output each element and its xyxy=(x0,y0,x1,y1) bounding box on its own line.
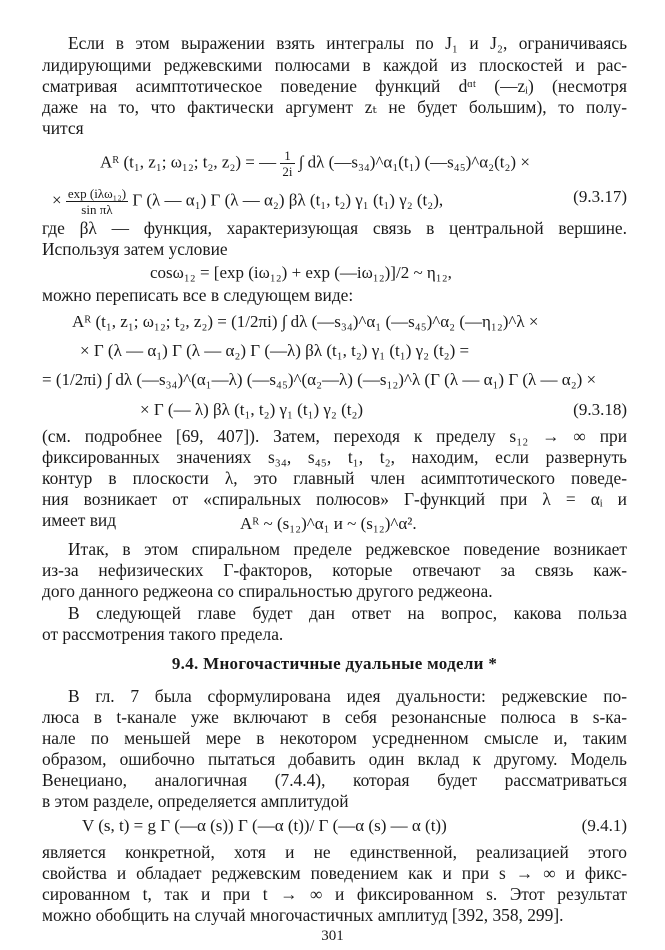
equation-9-3-17-line-1: Aᴿ (t₁, z₁; ω₁₂; t₂, z₂) = — $\frac{1}{2i}$ ∫ dλ (—s₃₄)^α₁(t₁) (—s₄₅)^α₂(t₂) × xyxy=(100,148,530,179)
text-line: в этом разделе, определяется амплитудой xyxy=(42,791,349,811)
text-line: Используя затем условие xyxy=(42,239,228,259)
equation-9-3-18-line-2: × Γ (λ — α₁) Γ (λ — α₂) Γ (—λ) βλ (t₁, t₂) γ₁ (t₁) γ₂ (t₂) = xyxy=(80,341,470,360)
text-line: Венециано, аналогичная (7.4.4), которая будет рассматриваться xyxy=(42,770,627,790)
equation-9-3-18-line-3: = (1/2πi) ∫ dλ (—s₃₄)^(α₁—λ) (—s₄₅)^(α₂—λ) (—s₁₂)^λ (Γ (λ — α₁) Γ (λ — α₂) × xyxy=(42,370,597,389)
equation-9-3-18-line-4: × Γ (— λ) βλ (t₁, t₂) γ₁ (t₁) γ₂ (t₂) xyxy=(140,400,364,419)
text-line: ния возникает от «спиральных полюсов» Г-функций при λ = αᵢ и xyxy=(42,489,627,509)
text-line: где βλ — функция, характеризующая связь в центральной вершине. xyxy=(42,218,627,238)
section-heading: 9.4. Многочастичные дуальные модели * xyxy=(171,654,498,673)
text-line: от рассмотрения такого предела. xyxy=(42,624,284,644)
text-line: образом, ошибочно пытаться добавить один вклад к другому. Модель xyxy=(42,749,627,769)
equation-number: (9.4.1) xyxy=(581,816,627,835)
text-line: лидирующими реджевскими полюсами в каждой из плоскостей и рас- xyxy=(42,55,627,75)
text-line: контур в плоскости λ, это главный член асимптотического поведе- xyxy=(42,468,627,488)
fraction: $\frac{\text{exp (iλω₁₂)}}{\text{sin πλ}}$ xyxy=(67,186,127,217)
text-line: фиксированных значениях s₃₄, s₄₅, t₁, t₂, находим, если развернуть xyxy=(42,447,627,467)
text-line: можно обобщить на случай многочастичных амплитуд [392, 358, 299]. xyxy=(42,905,564,925)
text-line: даже на то, что фактически аргумент zₜ не будет большим), то полу- xyxy=(42,97,627,117)
text-line: Итак, в этом спиральном пределе реджевское поведение возникает xyxy=(68,539,627,559)
text-line: имеет вид xyxy=(42,510,117,530)
equation-cos: cosω₁₂ = [exp (iω₁₂) + exp (—iω₁₂)]/2 ~ η₁₂, xyxy=(150,263,452,282)
text-line: нале по меньшей мере в некотором усредненном смысле и, таким xyxy=(42,728,627,748)
equation-9-3-18-line-1: Aᴿ (t₁, z₁; ω₁₂; t₂, z₂) = (1/2πi) ∫ dλ (—s₃₄)^α₁ (—s₄₅)^α₂ (—η₁₂)^λ × xyxy=(72,312,539,331)
text-line: дого данного реджеона со спиральностью другого реджеона. xyxy=(42,581,493,601)
equation-number: (9.3.17) xyxy=(573,187,627,206)
text-line: В гл. 7 была сформулирована идея дуальности: реджевские по- xyxy=(68,686,627,706)
text-line: сированном t, так и при t → ∞ и фиксированном s. Этот результат xyxy=(42,884,627,904)
equation-9-4-1: V (s, t) = g Γ (—α (s)) Γ (—α (t))/ Γ (—α (s) — α (t)) xyxy=(82,816,447,835)
page-number: 301 xyxy=(321,928,344,944)
equation-asymptotic: Aᴿ ~ (s₁₂)^α₁ и ~ (s₁₂)^α². xyxy=(240,514,417,533)
text-line: можно переписать все в следующем виде: xyxy=(42,285,354,305)
text-line: люса в t-канале уже включают в себя резонансные полюса в s-ка- xyxy=(42,707,627,727)
equation-number: (9.3.18) xyxy=(573,400,627,419)
equation-9-3-17-line-2: × $\frac{\text{exp (iλω₁₂)}}{\text{sin πλ}}$ Γ (λ — α₁) Γ (λ — α₂) βλ (t₁, t₂) γ₁ (t₁) γ₂ (t₂), xyxy=(52,186,444,217)
text-line: В следующей главе будет дан ответ на вопрос, какова польза xyxy=(68,603,627,623)
text-line: свойства и обладает реджевским поведением как и при s → ∞ и фикс- xyxy=(42,863,627,883)
fraction: $\frac{1}{2i}$ xyxy=(282,148,293,179)
text-line: (см. подробнее [69, 407]). Затем, переходя к пределу s₁₂ → ∞ при xyxy=(42,426,627,446)
text-line: сматривая асимптотическое поведение функций dᵅᵗ (—zᵢ) (несмотря xyxy=(42,76,627,96)
text-line: Если в этом выражении взять интегралы по J₁ и J₂, ограничиваясь xyxy=(68,33,627,53)
text-line: из-за нефизических Г-факторов, которые отвечают за связь каж- xyxy=(42,560,627,580)
text-line: чится xyxy=(42,118,84,138)
text-line: является конкретной, хотя и не единственной, реализацией этого xyxy=(42,842,627,862)
